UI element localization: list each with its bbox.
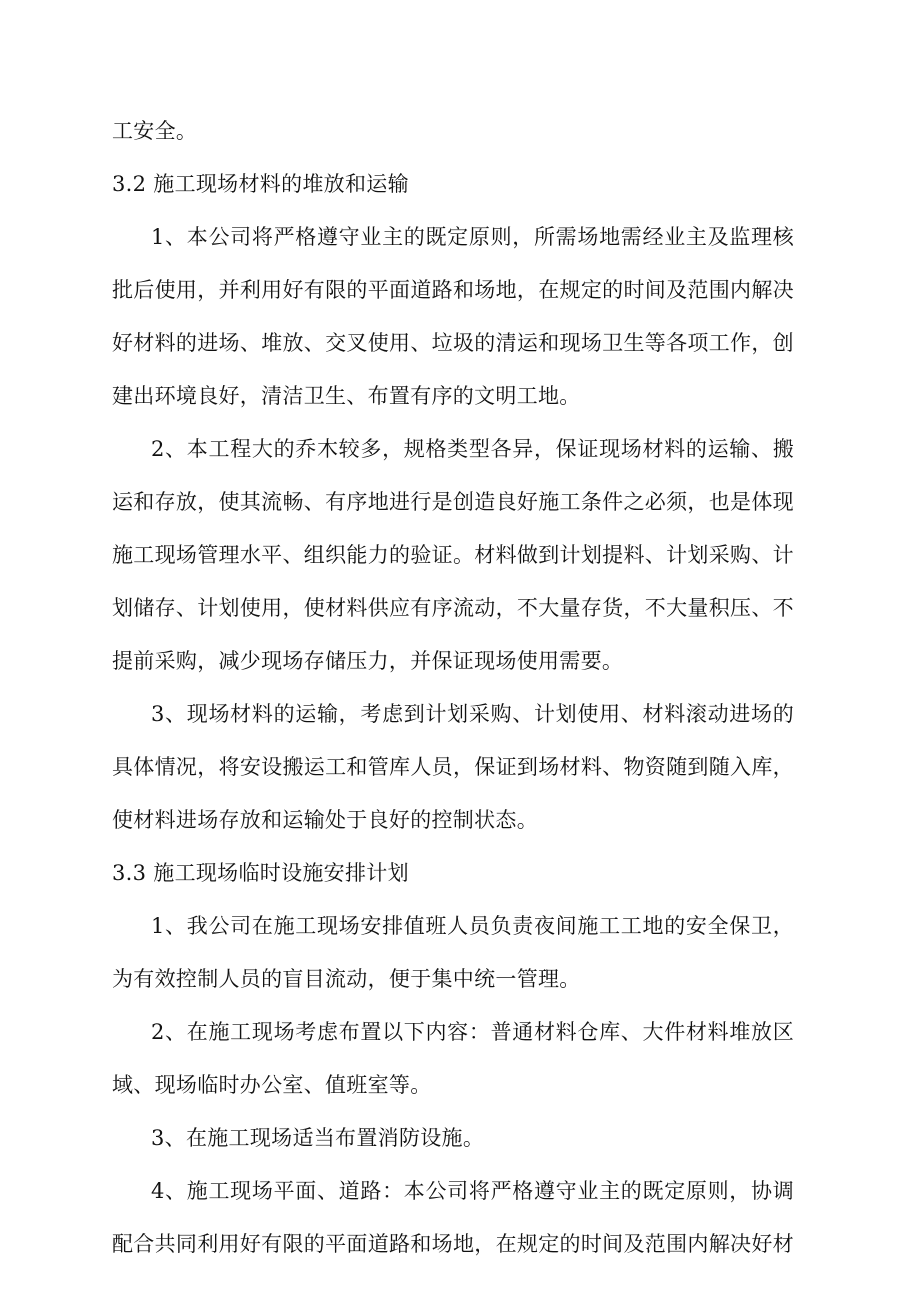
paragraph-line: 使材料进场存放和运输处于良好的控制状态。 [112, 808, 538, 832]
paragraph-line: 具体情况，将安设搬运工和管库人员，保证到场材料、物资随到随入库， [112, 755, 794, 779]
paragraph-line: 批后使用，并利用好有限的平面道路和场地，在规定的时间及范围内解决 [112, 278, 794, 302]
paragraph-line: 工安全。 [112, 119, 198, 143]
paragraph-line: 域、现场临时办公室、值班室等。 [112, 1073, 432, 1097]
paragraph-line: 1、我公司在施工现场安排值班人员负责夜间施工工地的安全保卫， [151, 914, 794, 938]
paragraph-line: 建出环境良好，清洁卫生、布置有序的文明工地。 [112, 384, 581, 408]
paragraph-line: 施工现场管理水平、组织能力的验证。材料做到计划提料、计划采购、计 [112, 543, 794, 567]
paragraph-line: 提前采购，减少现场存储压力，并保证现场使用需要。 [112, 649, 624, 673]
paragraph-line: 为有效控制人员的盲目流动，便于集中统一管理。 [112, 967, 581, 991]
paragraph-line: 划储存、计划使用，使材料供应有序流动，不大量存货，不大量积压、不 [112, 596, 794, 620]
paragraph-line: 3、现场材料的运输，考虑到计划采购、计划使用、材料滚动进场的 [151, 702, 794, 726]
paragraph-line: 2、本工程大的乔木较多，规格类型各异，保证现场材料的运输、搬 [151, 437, 794, 461]
paragraph-line: 4、施工现场平面、道路：本公司将严格遵守业主的既定原则，协调 [151, 1179, 794, 1203]
section-heading-3-2: 3.2 施工现场材料的堆放和运输 [112, 172, 409, 196]
paragraph-line: 2、在施工现场考虑布置以下内容：普通材料仓库、大件材料堆放区 [151, 1020, 794, 1044]
paragraph-line: 3、在施工现场适当布置消防设施。 [151, 1126, 485, 1150]
paragraph-line: 好材料的进场、堆放、交叉使用、垃圾的清运和现场卫生等各项工作，创 [112, 331, 794, 355]
paragraph-line: 配合共同利用好有限的平面道路和场地，在规定的时间及范围内解决好材 [112, 1232, 794, 1256]
paragraph-line: 1、本公司将严格遵守业主的既定原则，所需场地需经业主及监理核 [151, 225, 794, 249]
paragraph-line: 运和存放，使其流畅、有序地进行是创造良好施工条件之必须，也是体现 [112, 490, 794, 514]
section-heading-3-3: 3.3 施工现场临时设施安排计划 [112, 861, 409, 885]
